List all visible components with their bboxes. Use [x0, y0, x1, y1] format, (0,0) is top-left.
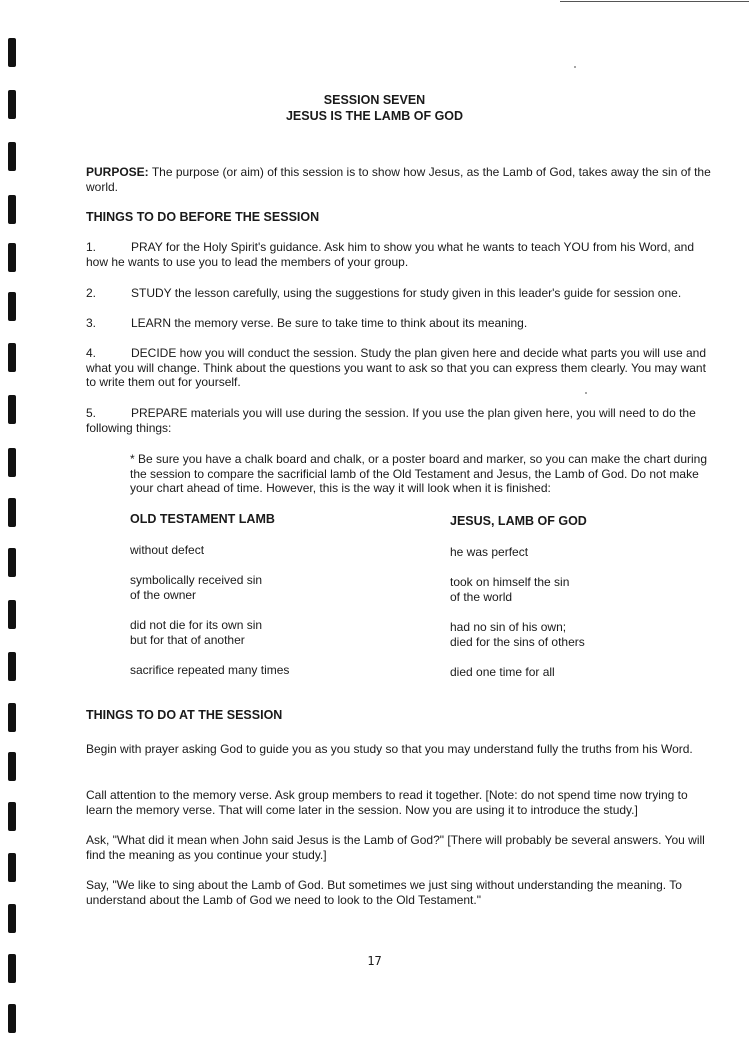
old-testament-column: [130, 512, 390, 678]
list-item: [86, 406, 716, 435]
top-rule: [560, 1, 749, 2]
binding-mark: [8, 1004, 16, 1033]
binding-holes: [8, 38, 17, 1038]
purpose-label: PURPOSE:: [86, 165, 149, 179]
item-number: 3.: [86, 316, 97, 330]
item-text: PRAY for the Holy Spirit's guidance. Ask him to show you what he wants to teach YOU from his Word, and how he wants to use you to lead the members of your group.: [86, 240, 695, 269]
comparison-cell: did not die for its own sin: [130, 618, 263, 632]
comparison-cell: of the owner: [130, 587, 197, 602]
session-paragraph: Call attention to the memory verse. Ask group members to read it together. [Note: do not spend time now trying to learn the memory verse. That will come later in the session. Now you are using it to introduce the study.]: [86, 788, 688, 817]
item-text: STUDY the lesson carefully, using the suggestions for study given in this leader's guide for session one.: [131, 286, 682, 300]
binding-mark: [8, 395, 16, 424]
item-number: 1.: [86, 240, 97, 254]
session-paragraph: Begin with prayer asking God to guide you as you study so that you may understand fully the truths from his Word.: [86, 742, 693, 756]
scan-speck: [585, 392, 587, 394]
binding-mark: [8, 752, 16, 781]
comparison-cell: without defect: [130, 542, 205, 557]
title-line-1: SESSION SEVEN: [323, 93, 426, 107]
comparison-cell: died one time for all: [450, 665, 555, 679]
binding-mark: [8, 448, 16, 477]
comparison-cell: of the world: [450, 589, 513, 604]
binding-mark: [8, 652, 16, 681]
binding-mark: [8, 142, 16, 171]
session-paragraph: Ask, "What did it mean when John said Jesus is the Lamb of God?" [There will probably be several answers. You will find the meaning as you continue your study.]: [86, 833, 705, 862]
binding-mark: [8, 195, 16, 224]
purpose-paragraph: [86, 165, 716, 194]
comparison-cell: had no sin of his own;: [450, 620, 567, 634]
item-text: PREPARE materials you will use during the session. If you use the plan given here, you will need to do the following things:: [86, 406, 696, 435]
at-session-heading: THINGS TO DO AT THE SESSION: [86, 708, 283, 722]
binding-mark: [8, 548, 16, 577]
comparison-cell: symbolically received sin: [130, 573, 263, 587]
binding-mark: [8, 243, 16, 272]
jesus-column: [450, 514, 720, 680]
item-number: 4.: [86, 346, 97, 360]
binding-mark: [8, 292, 16, 321]
title-line-2: JESUS IS THE LAMB OF GOD: [285, 109, 464, 123]
comparison-cell: died for the sins of others: [450, 634, 585, 649]
chart-instructions: * Be sure you have a chalk board and chalk, or a poster board and marker, so you can make the chart during the session to compare the sacrificial lamb of the Old Testament and Jesus, the Lamb of God. Do not make your chart ahead of time. However, this is the way it will look when it is finished:: [130, 452, 708, 495]
page-number: 17: [367, 954, 382, 968]
list-item: [86, 286, 716, 301]
page-title: [0, 92, 749, 124]
before-session-heading: THINGS TO DO BEFORE THE SESSION: [86, 210, 320, 224]
comparison-cell: sacrifice repeated many times: [130, 663, 290, 677]
list-item: [86, 316, 716, 331]
scan-speck: [574, 66, 576, 68]
item-number: 5.: [86, 406, 97, 420]
binding-mark: [8, 343, 16, 372]
old-testament-header: OLD TESTAMENT LAMB: [130, 512, 275, 526]
item-text: LEARN the memory verse. Be sure to take time to think about its meaning.: [131, 316, 528, 330]
purpose-text: The purpose (or aim) of this session is to show how Jesus, as the Lamb of God, takes away the sin of the world.: [86, 165, 711, 194]
session-paragraph: Say, "We like to sing about the Lamb of God. But sometimes we just sing without understanding the meaning. To understand about the Lamb of God we need to look to the Old Testament.": [86, 878, 682, 907]
binding-mark: [8, 38, 16, 67]
list-item: [86, 346, 716, 390]
comparison-cell: but for that of another: [130, 632, 245, 647]
list-item: [86, 240, 716, 269]
binding-mark: [8, 853, 16, 882]
binding-mark: [8, 703, 16, 732]
comparison-cell: took on himself the sin: [450, 575, 570, 589]
binding-mark: [8, 802, 16, 831]
binding-mark: [8, 600, 16, 629]
comparison-cell: he was perfect: [450, 544, 529, 559]
item-text: DECIDE how you will conduct the session. Study the plan given here and decide what parts you will use and what you will change. Think about the questions you want to ask so that you can express them clearly. You may want to write them out for yourself.: [86, 346, 706, 389]
jesus-header: JESUS, LAMB OF GOD: [450, 514, 587, 528]
item-number: 2.: [86, 286, 97, 300]
binding-mark: [8, 904, 16, 933]
binding-mark: [8, 498, 16, 527]
